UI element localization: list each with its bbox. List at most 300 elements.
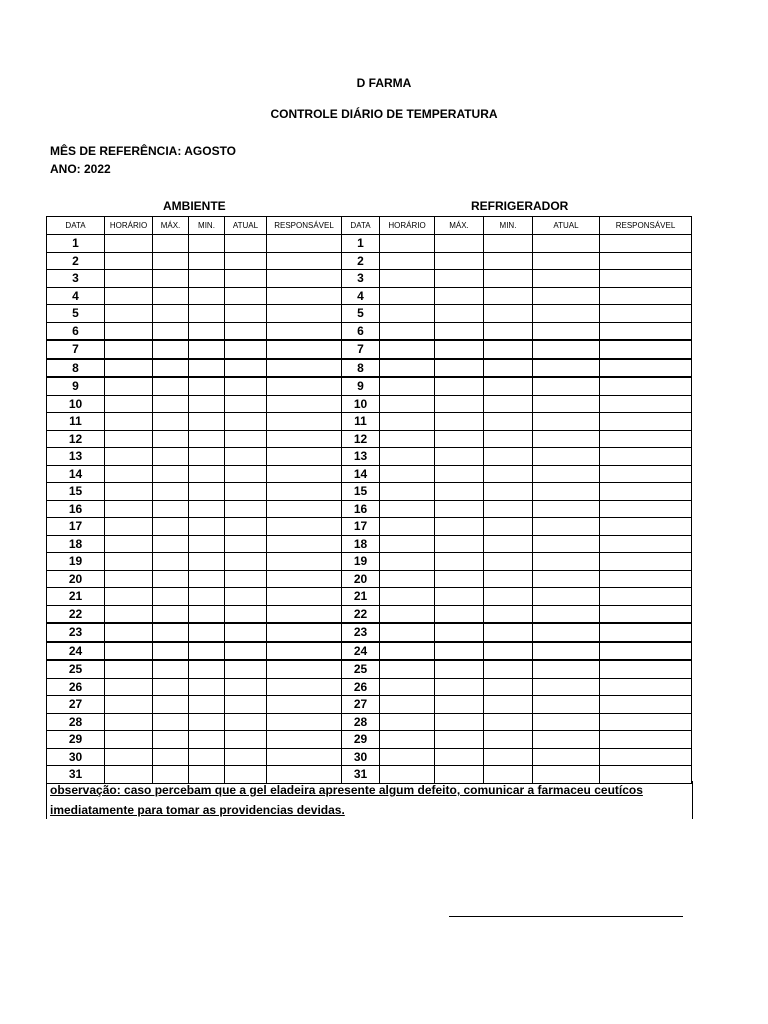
ambiente-min-cell[interactable] [189, 623, 225, 642]
refrigerador-min-cell[interactable] [484, 570, 533, 588]
refrigerador-responsavel-cell[interactable] [600, 500, 692, 518]
ambiente-max-cell[interactable] [153, 359, 189, 378]
ambiente-responsavel-cell[interactable] [267, 623, 342, 642]
ambiente-responsavel-cell[interactable] [267, 678, 342, 696]
refrigerador-horario-cell[interactable] [380, 287, 435, 305]
refrigerador-atual-cell[interactable] [533, 642, 600, 661]
refrigerador-min-cell[interactable] [484, 696, 533, 714]
ambiente-responsavel-cell[interactable] [267, 465, 342, 483]
refrigerador-min-cell[interactable] [484, 642, 533, 661]
ambiente-min-cell[interactable] [189, 377, 225, 395]
ambiente-atual-cell[interactable] [225, 660, 267, 678]
refrigerador-max-cell[interactable] [435, 359, 484, 378]
ambiente-horario-cell[interactable] [105, 500, 153, 518]
refrigerador-min-cell[interactable] [484, 535, 533, 553]
refrigerador-horario-cell[interactable] [380, 678, 435, 696]
ambiente-min-cell[interactable] [189, 305, 225, 323]
ambiente-horario-cell[interactable] [105, 642, 153, 661]
ambiente-responsavel-cell[interactable] [267, 483, 342, 501]
refrigerador-min-cell[interactable] [484, 395, 533, 413]
ambiente-max-cell[interactable] [153, 588, 189, 606]
ambiente-horario-cell[interactable] [105, 570, 153, 588]
refrigerador-horario-cell[interactable] [380, 713, 435, 731]
refrigerador-atual-cell[interactable] [533, 500, 600, 518]
ambiente-max-cell[interactable] [153, 623, 189, 642]
ambiente-max-cell[interactable] [153, 413, 189, 431]
ambiente-responsavel-cell[interactable] [267, 322, 342, 340]
refrigerador-max-cell[interactable] [435, 430, 484, 448]
ambiente-responsavel-cell[interactable] [267, 270, 342, 288]
refrigerador-responsavel-cell[interactable] [600, 359, 692, 378]
refrigerador-horario-cell[interactable] [380, 500, 435, 518]
refrigerador-max-cell[interactable] [435, 605, 484, 623]
ambiente-min-cell[interactable] [189, 287, 225, 305]
ambiente-max-cell[interactable] [153, 660, 189, 678]
refrigerador-atual-cell[interactable] [533, 570, 600, 588]
refrigerador-responsavel-cell[interactable] [600, 430, 692, 448]
refrigerador-responsavel-cell[interactable] [600, 660, 692, 678]
refrigerador-max-cell[interactable] [435, 270, 484, 288]
ambiente-horario-cell[interactable] [105, 535, 153, 553]
ambiente-horario-cell[interactable] [105, 340, 153, 359]
refrigerador-atual-cell[interactable] [533, 377, 600, 395]
refrigerador-min-cell[interactable] [484, 430, 533, 448]
refrigerador-horario-cell[interactable] [380, 642, 435, 661]
ambiente-horario-cell[interactable] [105, 748, 153, 766]
refrigerador-atual-cell[interactable] [533, 465, 600, 483]
ambiente-atual-cell[interactable] [225, 731, 267, 749]
refrigerador-atual-cell[interactable] [533, 305, 600, 323]
ambiente-max-cell[interactable] [153, 395, 189, 413]
refrigerador-horario-cell[interactable] [380, 483, 435, 501]
refrigerador-max-cell[interactable] [435, 413, 484, 431]
refrigerador-max-cell[interactable] [435, 553, 484, 571]
refrigerador-max-cell[interactable] [435, 340, 484, 359]
refrigerador-atual-cell[interactable] [533, 678, 600, 696]
refrigerador-responsavel-cell[interactable] [600, 713, 692, 731]
refrigerador-max-cell[interactable] [435, 642, 484, 661]
ambiente-max-cell[interactable] [153, 483, 189, 501]
refrigerador-min-cell[interactable] [484, 305, 533, 323]
refrigerador-responsavel-cell[interactable] [600, 235, 692, 253]
refrigerador-responsavel-cell[interactable] [600, 570, 692, 588]
ambiente-atual-cell[interactable] [225, 642, 267, 661]
ambiente-atual-cell[interactable] [225, 395, 267, 413]
refrigerador-max-cell[interactable] [435, 252, 484, 270]
refrigerador-horario-cell[interactable] [380, 553, 435, 571]
refrigerador-atual-cell[interactable] [533, 287, 600, 305]
refrigerador-max-cell[interactable] [435, 623, 484, 642]
ambiente-atual-cell[interactable] [225, 553, 267, 571]
ambiente-atual-cell[interactable] [225, 287, 267, 305]
ambiente-responsavel-cell[interactable] [267, 377, 342, 395]
refrigerador-horario-cell[interactable] [380, 605, 435, 623]
ambiente-horario-cell[interactable] [105, 553, 153, 571]
ambiente-max-cell[interactable] [153, 252, 189, 270]
ambiente-responsavel-cell[interactable] [267, 500, 342, 518]
ambiente-min-cell[interactable] [189, 465, 225, 483]
ambiente-horario-cell[interactable] [105, 518, 153, 536]
ambiente-atual-cell[interactable] [225, 465, 267, 483]
ambiente-max-cell[interactable] [153, 377, 189, 395]
ambiente-horario-cell[interactable] [105, 430, 153, 448]
ambiente-atual-cell[interactable] [225, 483, 267, 501]
refrigerador-atual-cell[interactable] [533, 518, 600, 536]
refrigerador-min-cell[interactable] [484, 413, 533, 431]
refrigerador-responsavel-cell[interactable] [600, 731, 692, 749]
ambiente-horario-cell[interactable] [105, 713, 153, 731]
ambiente-horario-cell[interactable] [105, 322, 153, 340]
refrigerador-atual-cell[interactable] [533, 748, 600, 766]
ambiente-max-cell[interactable] [153, 518, 189, 536]
refrigerador-atual-cell[interactable] [533, 448, 600, 466]
ambiente-responsavel-cell[interactable] [267, 518, 342, 536]
ambiente-horario-cell[interactable] [105, 465, 153, 483]
refrigerador-horario-cell[interactable] [380, 252, 435, 270]
ambiente-horario-cell[interactable] [105, 731, 153, 749]
ambiente-min-cell[interactable] [189, 588, 225, 606]
refrigerador-max-cell[interactable] [435, 696, 484, 714]
ambiente-max-cell[interactable] [153, 696, 189, 714]
refrigerador-max-cell[interactable] [435, 713, 484, 731]
refrigerador-min-cell[interactable] [484, 377, 533, 395]
refrigerador-horario-cell[interactable] [380, 430, 435, 448]
ambiente-responsavel-cell[interactable] [267, 287, 342, 305]
refrigerador-atual-cell[interactable] [533, 235, 600, 253]
refrigerador-atual-cell[interactable] [533, 713, 600, 731]
ambiente-horario-cell[interactable] [105, 605, 153, 623]
ambiente-max-cell[interactable] [153, 731, 189, 749]
refrigerador-responsavel-cell[interactable] [600, 696, 692, 714]
refrigerador-atual-cell[interactable] [533, 731, 600, 749]
refrigerador-max-cell[interactable] [435, 465, 484, 483]
ambiente-responsavel-cell[interactable] [267, 570, 342, 588]
ambiente-horario-cell[interactable] [105, 287, 153, 305]
refrigerador-min-cell[interactable] [484, 270, 533, 288]
ambiente-horario-cell[interactable] [105, 395, 153, 413]
refrigerador-horario-cell[interactable] [380, 535, 435, 553]
ambiente-min-cell[interactable] [189, 340, 225, 359]
ambiente-responsavel-cell[interactable] [267, 731, 342, 749]
refrigerador-horario-cell[interactable] [380, 340, 435, 359]
refrigerador-min-cell[interactable] [484, 322, 533, 340]
ambiente-horario-cell[interactable] [105, 678, 153, 696]
refrigerador-min-cell[interactable] [484, 359, 533, 378]
refrigerador-responsavel-cell[interactable] [600, 553, 692, 571]
ambiente-responsavel-cell[interactable] [267, 748, 342, 766]
refrigerador-responsavel-cell[interactable] [600, 413, 692, 431]
refrigerador-min-cell[interactable] [484, 660, 533, 678]
refrigerador-responsavel-cell[interactable] [600, 395, 692, 413]
refrigerador-min-cell[interactable] [484, 713, 533, 731]
refrigerador-responsavel-cell[interactable] [600, 377, 692, 395]
ambiente-atual-cell[interactable] [225, 623, 267, 642]
ambiente-responsavel-cell[interactable] [267, 660, 342, 678]
ambiente-responsavel-cell[interactable] [267, 359, 342, 378]
ambiente-max-cell[interactable] [153, 430, 189, 448]
ambiente-max-cell[interactable] [153, 235, 189, 253]
refrigerador-max-cell[interactable] [435, 678, 484, 696]
ambiente-max-cell[interactable] [153, 678, 189, 696]
ambiente-horario-cell[interactable] [105, 623, 153, 642]
ambiente-max-cell[interactable] [153, 448, 189, 466]
ambiente-responsavel-cell[interactable] [267, 605, 342, 623]
refrigerador-horario-cell[interactable] [380, 748, 435, 766]
ambiente-min-cell[interactable] [189, 731, 225, 749]
refrigerador-min-cell[interactable] [484, 678, 533, 696]
ambiente-min-cell[interactable] [189, 252, 225, 270]
refrigerador-max-cell[interactable] [435, 588, 484, 606]
ambiente-atual-cell[interactable] [225, 588, 267, 606]
refrigerador-responsavel-cell[interactable] [600, 322, 692, 340]
refrigerador-min-cell[interactable] [484, 252, 533, 270]
ambiente-min-cell[interactable] [189, 535, 225, 553]
ambiente-max-cell[interactable] [153, 553, 189, 571]
refrigerador-horario-cell[interactable] [380, 623, 435, 642]
refrigerador-horario-cell[interactable] [380, 660, 435, 678]
refrigerador-min-cell[interactable] [484, 287, 533, 305]
refrigerador-responsavel-cell[interactable] [600, 623, 692, 642]
refrigerador-responsavel-cell[interactable] [600, 287, 692, 305]
ambiente-responsavel-cell[interactable] [267, 235, 342, 253]
ambiente-responsavel-cell[interactable] [267, 395, 342, 413]
refrigerador-responsavel-cell[interactable] [600, 605, 692, 623]
ambiente-horario-cell[interactable] [105, 270, 153, 288]
refrigerador-atual-cell[interactable] [533, 413, 600, 431]
ambiente-atual-cell[interactable] [225, 359, 267, 378]
ambiente-min-cell[interactable] [189, 678, 225, 696]
refrigerador-responsavel-cell[interactable] [600, 305, 692, 323]
ambiente-max-cell[interactable] [153, 322, 189, 340]
ambiente-atual-cell[interactable] [225, 605, 267, 623]
ambiente-min-cell[interactable] [189, 713, 225, 731]
refrigerador-horario-cell[interactable] [380, 518, 435, 536]
ambiente-min-cell[interactable] [189, 359, 225, 378]
refrigerador-max-cell[interactable] [435, 748, 484, 766]
refrigerador-min-cell[interactable] [484, 588, 533, 606]
refrigerador-atual-cell[interactable] [533, 588, 600, 606]
ambiente-atual-cell[interactable] [225, 678, 267, 696]
refrigerador-responsavel-cell[interactable] [600, 465, 692, 483]
ambiente-max-cell[interactable] [153, 713, 189, 731]
ambiente-atual-cell[interactable] [225, 535, 267, 553]
ambiente-responsavel-cell[interactable] [267, 340, 342, 359]
refrigerador-max-cell[interactable] [435, 535, 484, 553]
refrigerador-atual-cell[interactable] [533, 270, 600, 288]
ambiente-min-cell[interactable] [189, 553, 225, 571]
ambiente-responsavel-cell[interactable] [267, 448, 342, 466]
ambiente-max-cell[interactable] [153, 642, 189, 661]
ambiente-responsavel-cell[interactable] [267, 713, 342, 731]
refrigerador-min-cell[interactable] [484, 623, 533, 642]
ambiente-atual-cell[interactable] [225, 252, 267, 270]
refrigerador-atual-cell[interactable] [533, 430, 600, 448]
refrigerador-atual-cell[interactable] [533, 322, 600, 340]
ambiente-min-cell[interactable] [189, 696, 225, 714]
refrigerador-horario-cell[interactable] [380, 731, 435, 749]
ambiente-atual-cell[interactable] [225, 340, 267, 359]
refrigerador-horario-cell[interactable] [380, 270, 435, 288]
ambiente-min-cell[interactable] [189, 570, 225, 588]
refrigerador-horario-cell[interactable] [380, 305, 435, 323]
refrigerador-min-cell[interactable] [484, 340, 533, 359]
refrigerador-horario-cell[interactable] [380, 465, 435, 483]
refrigerador-responsavel-cell[interactable] [600, 518, 692, 536]
ambiente-responsavel-cell[interactable] [267, 252, 342, 270]
ambiente-min-cell[interactable] [189, 642, 225, 661]
refrigerador-min-cell[interactable] [484, 500, 533, 518]
refrigerador-responsavel-cell[interactable] [600, 748, 692, 766]
ambiente-atual-cell[interactable] [225, 570, 267, 588]
refrigerador-responsavel-cell[interactable] [600, 588, 692, 606]
refrigerador-horario-cell[interactable] [380, 588, 435, 606]
ambiente-responsavel-cell[interactable] [267, 430, 342, 448]
ambiente-max-cell[interactable] [153, 500, 189, 518]
refrigerador-horario-cell[interactable] [380, 570, 435, 588]
refrigerador-atual-cell[interactable] [533, 340, 600, 359]
ambiente-horario-cell[interactable] [105, 660, 153, 678]
ambiente-atual-cell[interactable] [225, 322, 267, 340]
refrigerador-atual-cell[interactable] [533, 483, 600, 501]
refrigerador-responsavel-cell[interactable] [600, 448, 692, 466]
refrigerador-atual-cell[interactable] [533, 660, 600, 678]
ambiente-max-cell[interactable] [153, 748, 189, 766]
ambiente-min-cell[interactable] [189, 395, 225, 413]
ambiente-atual-cell[interactable] [225, 235, 267, 253]
ambiente-horario-cell[interactable] [105, 696, 153, 714]
refrigerador-max-cell[interactable] [435, 483, 484, 501]
refrigerador-atual-cell[interactable] [533, 696, 600, 714]
refrigerador-max-cell[interactable] [435, 500, 484, 518]
ambiente-atual-cell[interactable] [225, 270, 267, 288]
ambiente-max-cell[interactable] [153, 340, 189, 359]
ambiente-responsavel-cell[interactable] [267, 642, 342, 661]
refrigerador-min-cell[interactable] [484, 731, 533, 749]
ambiente-atual-cell[interactable] [225, 448, 267, 466]
refrigerador-min-cell[interactable] [484, 483, 533, 501]
ambiente-max-cell[interactable] [153, 605, 189, 623]
ambiente-max-cell[interactable] [153, 287, 189, 305]
refrigerador-atual-cell[interactable] [533, 623, 600, 642]
refrigerador-horario-cell[interactable] [380, 696, 435, 714]
ambiente-horario-cell[interactable] [105, 483, 153, 501]
ambiente-min-cell[interactable] [189, 483, 225, 501]
refrigerador-max-cell[interactable] [435, 235, 484, 253]
refrigerador-atual-cell[interactable] [533, 395, 600, 413]
refrigerador-horario-cell[interactable] [380, 235, 435, 253]
refrigerador-responsavel-cell[interactable] [600, 678, 692, 696]
ambiente-max-cell[interactable] [153, 465, 189, 483]
ambiente-min-cell[interactable] [189, 270, 225, 288]
refrigerador-max-cell[interactable] [435, 448, 484, 466]
refrigerador-min-cell[interactable] [484, 518, 533, 536]
ambiente-min-cell[interactable] [189, 235, 225, 253]
refrigerador-atual-cell[interactable] [533, 252, 600, 270]
refrigerador-atual-cell[interactable] [533, 605, 600, 623]
ambiente-horario-cell[interactable] [105, 588, 153, 606]
ambiente-atual-cell[interactable] [225, 713, 267, 731]
refrigerador-max-cell[interactable] [435, 322, 484, 340]
ambiente-horario-cell[interactable] [105, 305, 153, 323]
ambiente-min-cell[interactable] [189, 748, 225, 766]
refrigerador-max-cell[interactable] [435, 660, 484, 678]
ambiente-responsavel-cell[interactable] [267, 535, 342, 553]
refrigerador-max-cell[interactable] [435, 305, 484, 323]
ambiente-min-cell[interactable] [189, 500, 225, 518]
refrigerador-min-cell[interactable] [484, 605, 533, 623]
ambiente-max-cell[interactable] [153, 570, 189, 588]
ambiente-atual-cell[interactable] [225, 430, 267, 448]
ambiente-horario-cell[interactable] [105, 235, 153, 253]
ambiente-horario-cell[interactable] [105, 377, 153, 395]
refrigerador-atual-cell[interactable] [533, 535, 600, 553]
refrigerador-atual-cell[interactable] [533, 553, 600, 571]
refrigerador-max-cell[interactable] [435, 570, 484, 588]
refrigerador-min-cell[interactable] [484, 748, 533, 766]
ambiente-atual-cell[interactable] [225, 696, 267, 714]
refrigerador-horario-cell[interactable] [380, 322, 435, 340]
refrigerador-atual-cell[interactable] [533, 359, 600, 378]
refrigerador-max-cell[interactable] [435, 395, 484, 413]
ambiente-horario-cell[interactable] [105, 359, 153, 378]
refrigerador-min-cell[interactable] [484, 448, 533, 466]
refrigerador-responsavel-cell[interactable] [600, 642, 692, 661]
ambiente-max-cell[interactable] [153, 270, 189, 288]
ambiente-horario-cell[interactable] [105, 252, 153, 270]
ambiente-responsavel-cell[interactable] [267, 413, 342, 431]
ambiente-min-cell[interactable] [189, 322, 225, 340]
ambiente-min-cell[interactable] [189, 430, 225, 448]
refrigerador-min-cell[interactable] [484, 553, 533, 571]
ambiente-responsavel-cell[interactable] [267, 305, 342, 323]
ambiente-max-cell[interactable] [153, 535, 189, 553]
ambiente-responsavel-cell[interactable] [267, 553, 342, 571]
ambiente-responsavel-cell[interactable] [267, 696, 342, 714]
refrigerador-responsavel-cell[interactable] [600, 270, 692, 288]
refrigerador-horario-cell[interactable] [380, 377, 435, 395]
refrigerador-max-cell[interactable] [435, 287, 484, 305]
ambiente-max-cell[interactable] [153, 305, 189, 323]
ambiente-atual-cell[interactable] [225, 500, 267, 518]
refrigerador-responsavel-cell[interactable] [600, 252, 692, 270]
refrigerador-responsavel-cell[interactable] [600, 483, 692, 501]
ambiente-min-cell[interactable] [189, 518, 225, 536]
refrigerador-min-cell[interactable] [484, 465, 533, 483]
refrigerador-horario-cell[interactable] [380, 413, 435, 431]
refrigerador-horario-cell[interactable] [380, 395, 435, 413]
ambiente-atual-cell[interactable] [225, 518, 267, 536]
refrigerador-horario-cell[interactable] [380, 359, 435, 378]
refrigerador-responsavel-cell[interactable] [600, 340, 692, 359]
ambiente-horario-cell[interactable] [105, 413, 153, 431]
ambiente-atual-cell[interactable] [225, 377, 267, 395]
refrigerador-max-cell[interactable] [435, 731, 484, 749]
ambiente-min-cell[interactable] [189, 413, 225, 431]
ambiente-min-cell[interactable] [189, 660, 225, 678]
ambiente-horario-cell[interactable] [105, 448, 153, 466]
ambiente-atual-cell[interactable] [225, 413, 267, 431]
ambiente-atual-cell[interactable] [225, 305, 267, 323]
refrigerador-responsavel-cell[interactable] [600, 535, 692, 553]
refrigerador-max-cell[interactable] [435, 518, 484, 536]
ambiente-min-cell[interactable] [189, 448, 225, 466]
ambiente-atual-cell[interactable] [225, 748, 267, 766]
refrigerador-min-cell[interactable] [484, 235, 533, 253]
refrigerador-horario-cell[interactable] [380, 448, 435, 466]
ambiente-min-cell[interactable] [189, 605, 225, 623]
ambiente-responsavel-cell[interactable] [267, 588, 342, 606]
refrigerador-max-cell[interactable] [435, 377, 484, 395]
